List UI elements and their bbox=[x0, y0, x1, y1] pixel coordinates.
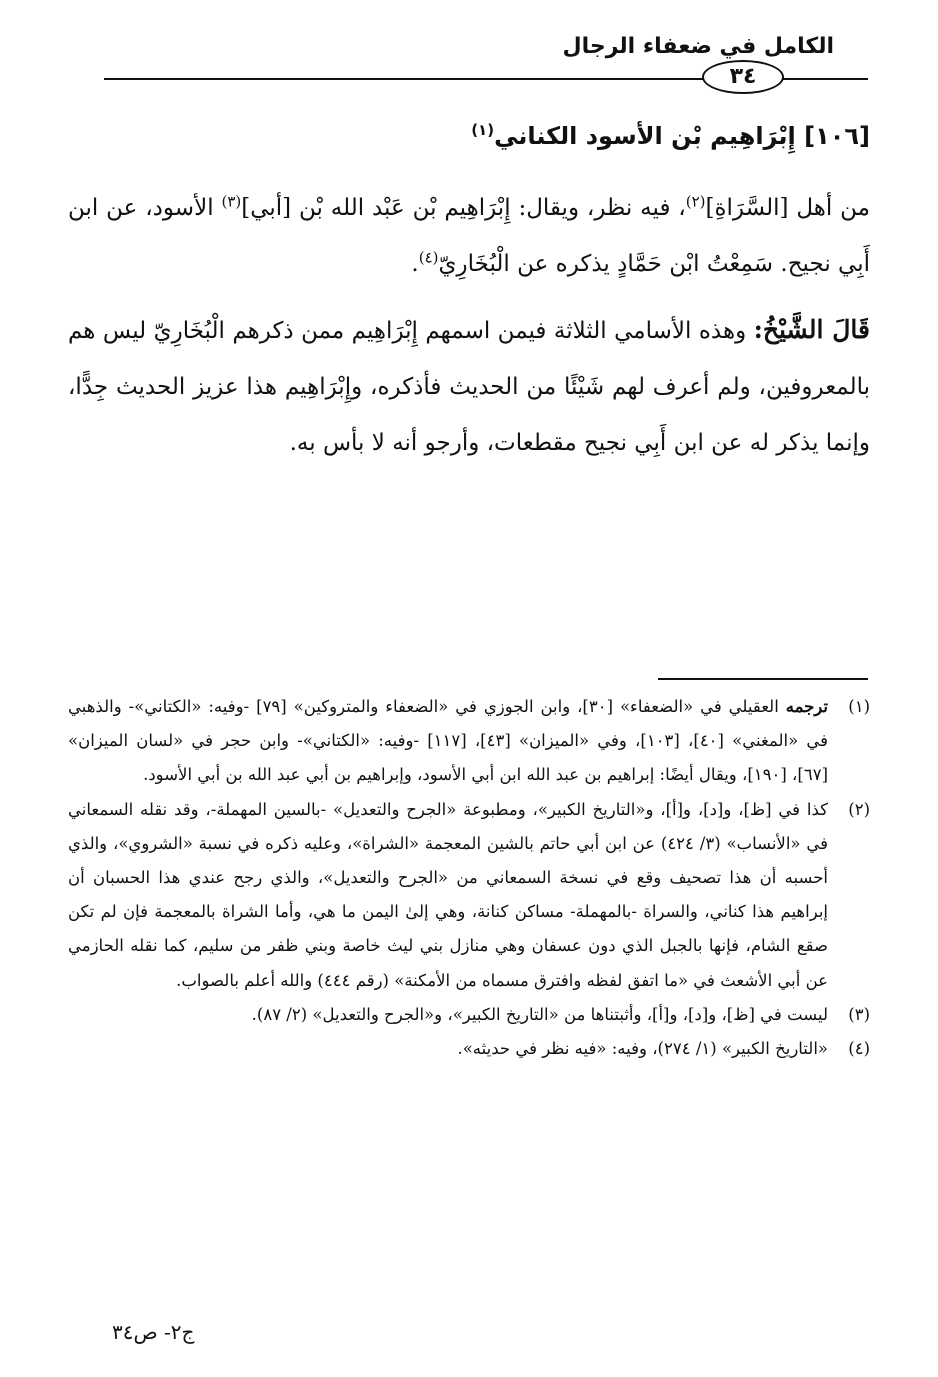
body-p2-text: وهذه الأسامي الثلاثة فيمن اسمهم إِبْرَاهِيم ممن ذكرهم الْبُخَارِيّ ليس هم بالمعروفين، ولم أعرف لهم شَيْئًا من الحديث فأذكره، وإِبْرَاهِيم هذا عزيز الحديث جِدًّا، وإنما يذكر له عن ابن أَبِي نجيح مقطعات، وأرجو أنه لا بأس به. bbox=[68, 318, 870, 456]
body-p1-part-d: . bbox=[411, 251, 419, 277]
body-paragraph-2 bbox=[68, 302, 870, 471]
body-text bbox=[68, 180, 870, 471]
footnote-number: (٤) bbox=[848, 1039, 870, 1059]
footnote-text bbox=[68, 793, 828, 998]
footnote-ref-2[interactable]: (٢) bbox=[685, 192, 706, 211]
footnotes bbox=[68, 690, 870, 1066]
footnote-separator bbox=[658, 678, 868, 680]
running-title: الكامل في ضعفاء الرجال bbox=[562, 34, 834, 59]
page-number: ٣٤ bbox=[702, 60, 784, 94]
footnote-body: العقيلي في «الضعفاء» [٣٠]، وابن الجوزي في «الضعفاء والمتروكين» [٧٩] -وفيه: «الكتاني»- والذهبي في «المغني» [٤٠]، [١٠٣]، وفي «الميزان» [٤٣]، [١١٧] -وفيه: «الكتاني»- وابن حجر في «لسان الميزان» [٦٧]، [١٩٠]، ويقال أيضًا: إبراهيم بن عبد الله ابن أبي الأسود، وإبراهيم بن أبي عبد الله بن أبي الأسود. bbox=[68, 697, 829, 785]
footnote-2 bbox=[68, 793, 870, 998]
body-p1-part-c: الأسود، عن ابن أَبِي نجيح. سَمِعْتُ ابْن حَمَّادٍ يذكره عن الْبُخَارِيّ bbox=[68, 195, 870, 277]
footnote-number: (٢) bbox=[848, 799, 870, 819]
footnote-number: (١) bbox=[848, 697, 870, 716]
entry-heading-text: [١٠٦] إِبْرَاهِيم بْن الأسود الكناني bbox=[494, 122, 870, 150]
footnote-1 bbox=[68, 690, 870, 793]
footnote-body: «التاريخ الكبير» (١/ ٢٧٤)، وفيه: «فيه نظر في حديثه». bbox=[457, 1039, 828, 1059]
volume-page-reference: ج٢- ص٣٤ bbox=[112, 1320, 195, 1344]
footnote-ref-4[interactable]: (٤) bbox=[418, 248, 439, 267]
footnote-ref-3[interactable]: (٣) bbox=[221, 192, 242, 211]
footnote-number: (٣) bbox=[848, 1004, 870, 1024]
footnote-text bbox=[68, 1032, 828, 1066]
footnote-text bbox=[68, 690, 828, 793]
body-p1-part-a: من أهل [السَّرَاةِ] bbox=[705, 195, 870, 221]
footnote-lead-word: ترجمه bbox=[785, 697, 828, 716]
footnote-3 bbox=[68, 998, 870, 1032]
body-paragraph-1 bbox=[68, 180, 870, 292]
sheikh-lead: قَالَ الشَّيْخُ: bbox=[753, 315, 870, 344]
body-p1-part-b: ، فيه نظر، ويقال: إِبْرَاهِيم بْن عَبْد الله بْن [أبي] bbox=[241, 195, 686, 221]
footnote-ref-1[interactable]: (١) bbox=[471, 121, 495, 139]
entry-heading bbox=[90, 122, 870, 150]
footnote-4 bbox=[68, 1032, 870, 1066]
footnote-body: ليست في [ظ]، و[د]، و[أ]، وأثبتناها من «التاريخ الكبير»، و«الجرح والتعديل» (٢/ ٨٧). bbox=[251, 1004, 828, 1024]
footnote-text bbox=[68, 998, 828, 1032]
footnote-body: كذا في [ظ]، و[د]، و[أ]، و«التاريخ الكبير»، ومطبوعة «الجرح والتعديل» -بالسين المهملة-، وقد نقله السمعاني في «الأنساب» (٣/ ٤٢٤) عن ابن أبي حاتم بالشين المعجمة «الشراة»، وعليه ذكره في نسبة «الشروي»، والذي أحسبه أن هذا تصحيف وقع في نسخة السمعاني من «الجرح والتعديل»، والذي رجح عندي هذا الحسبان أن إبراهيم هذا كناني، والسراة -بالمهملة- مساكن كنانة، وهي إلىٰ اليمن ما هي، وأما الشراة بالمعجمة فإن لم تكن صقع الشام، فإنها بالجبل الذي دون عسفان وهي منازل بني ليث خاصة وبني ظفر من سليم، كما نقله الحازمي عن أبي الأشعث في «ما اتفق لفظه وافترق مسماه من الأمكنة» (رقم ٤٤٤) والله أعلم بالصواب. bbox=[68, 799, 829, 990]
